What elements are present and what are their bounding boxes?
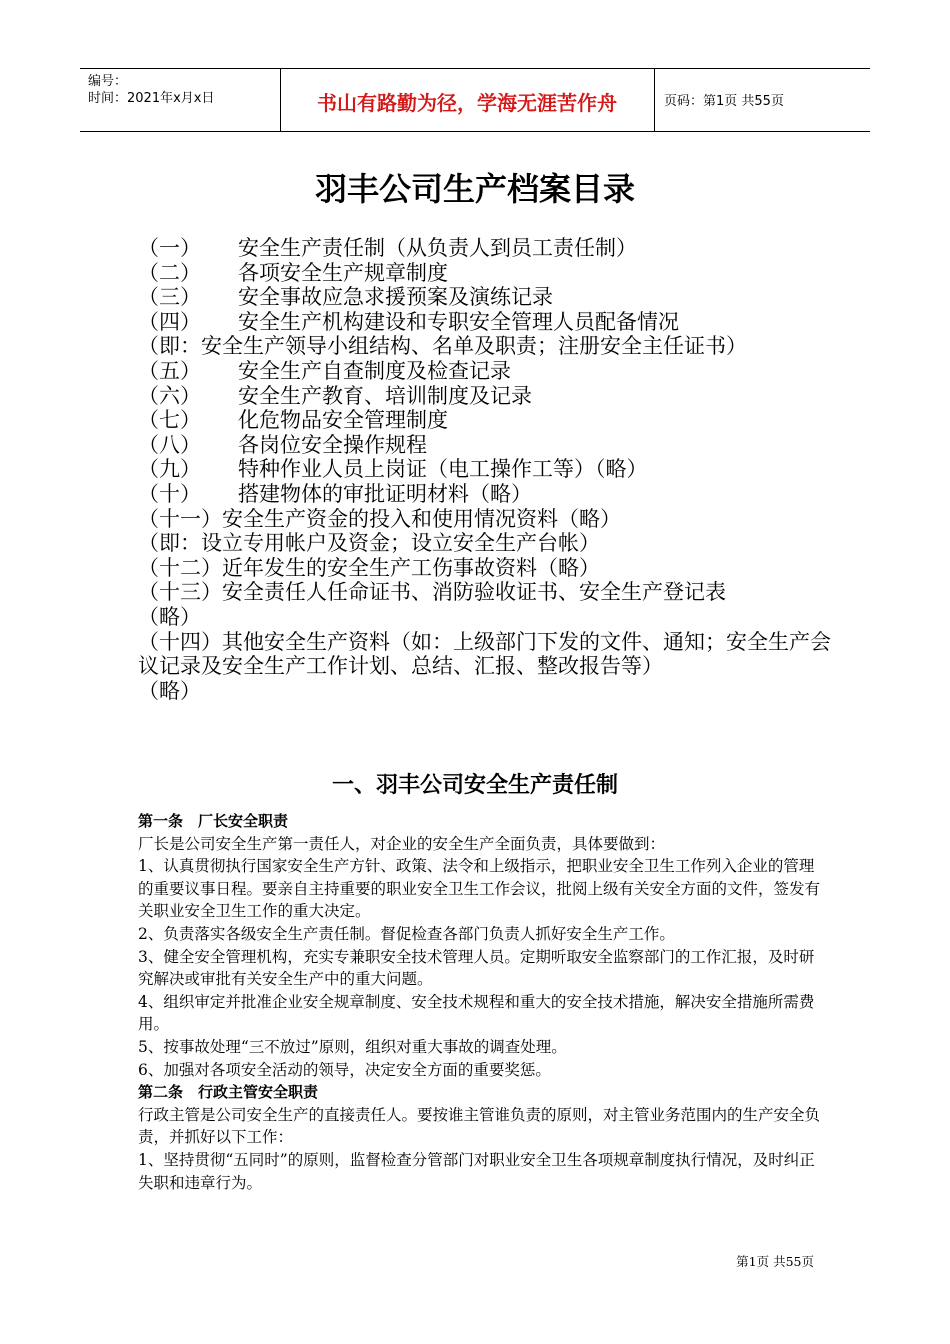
toc-item xyxy=(138,408,838,433)
toc-text: 安全生产教育、培训制度及记录 xyxy=(238,383,532,408)
toc-text: 安全生产责任制（从负责人到员工责任制） xyxy=(238,236,637,260)
toc-item xyxy=(138,384,838,409)
toc-number: （七） xyxy=(138,408,201,433)
toc-text: 搭建物体的审批证明材料（略） xyxy=(238,481,532,506)
article-heading: 第二条 行政主管安全职责 xyxy=(138,1083,319,1102)
page-header xyxy=(80,68,870,132)
toc-number: （四） xyxy=(138,309,201,334)
toc-number: （六） xyxy=(138,383,201,408)
paragraph: 4、组织审定并批准企业安全规章制度、安全技术规程和重大的安全技术措施，解决安全措施所需费用。 xyxy=(138,992,815,1034)
paragraph: 2、负责落实各级安全生产责任制。督促检查各部门负责人抓好安全生产工作。 xyxy=(138,924,675,943)
paragraph: 1、坚持贯彻“五同时”的原则，监督检查分管部门对职业安全卫生各项规章制度执行情况，及时纠正失职和违章行为。 xyxy=(138,1150,815,1192)
toc-text: （略） xyxy=(138,678,201,703)
toc-item xyxy=(138,605,838,630)
toc-text: 各岗位安全操作规程 xyxy=(238,432,427,457)
toc-text: （即：安全生产领导小组结构、名单及职责；注册安全主任证书） xyxy=(138,334,747,359)
toc-item xyxy=(138,359,838,384)
toc-text: （十四）其他安全生产资料（如：上级部门下发的文件、通知；安全生产会议记录及安全生产工作计划、总结、汇报、整改报告等） xyxy=(138,629,831,679)
toc-item xyxy=(138,679,838,704)
header-page-info: 页码：第1页 共55页 xyxy=(664,94,784,109)
paragraph: 3、健全安全管理机构，充实专兼职安全技术管理人员。定期听取安全监察部门的工作汇报，及时研究解决或审批有关安全生产中的重大问题。 xyxy=(138,947,815,989)
toc-text: （十二）近年发生的安全生产工伤事故资料（略） xyxy=(138,555,600,580)
toc-item xyxy=(138,580,838,605)
toc-text: 特种作业人员上岗证（电工操作工等）（略） xyxy=(238,457,648,482)
toc-number: （五） xyxy=(138,358,201,383)
toc-text: 安全生产机构建设和专职安全管理人员配备情况 xyxy=(238,309,679,334)
page-footer: 第1页 共55页 xyxy=(736,1254,814,1269)
toc-item xyxy=(138,433,838,458)
toc-number: （九） xyxy=(138,457,201,482)
section-title: 一、羽丰公司安全生产责任制 xyxy=(331,773,618,798)
paragraph: 行政主管是公司安全生产的直接责任人。要按谁主管谁负责的原则，对主管业务范围内的生产安全负责，并抓好以下工作： xyxy=(138,1105,821,1147)
toc-item xyxy=(138,630,838,679)
toc-item xyxy=(138,457,838,482)
header-divider xyxy=(654,69,655,131)
toc-item xyxy=(138,482,838,507)
paragraph: 1、认真贯彻执行国家安全生产方针、政策、法令和上级指示，把职业安全卫生工作列入企业的管理的重要议事日程。要亲自主持重要的职业安全卫生工作会议，批阅上级有关安全方面的文件，签发有关职业安全卫生工作的重大决定。 xyxy=(138,857,821,921)
time-label: 时间：2021年x月x日 xyxy=(88,91,215,106)
article-heading: 第一条 厂长安全职责 xyxy=(138,812,289,830)
toc-number: （十） xyxy=(138,481,201,506)
toc-text: （十一）安全生产资金的投入和使用情况资料（略） xyxy=(138,506,621,531)
toc-text: 各项安全生产规章制度 xyxy=(238,260,448,285)
paragraph: 6、加强对各项安全活动的领导，决定安全方面的重要奖惩。 xyxy=(138,1060,551,1079)
toc-text: 安全事故应急求援预案及演练记录 xyxy=(238,285,553,310)
toc-number: （八） xyxy=(138,432,201,457)
section-body xyxy=(138,810,828,1194)
toc-item xyxy=(138,507,838,532)
toc-text: （略） xyxy=(138,604,201,629)
toc-text: （十三）安全责任人任命证书、消防验收证书、安全生产登记表 xyxy=(138,580,726,605)
number-label: 编号： xyxy=(88,74,128,89)
toc-number: （一） xyxy=(138,236,201,260)
toc-item xyxy=(138,334,838,359)
table-of-contents xyxy=(138,236,838,703)
toc-number: （三） xyxy=(138,285,201,310)
toc-text: 安全生产自查制度及检查记录 xyxy=(238,358,511,383)
document-title: 羽丰公司生产档案目录 xyxy=(314,170,635,208)
header-motto: 书山有路勤为径，学海无涯苦作舟 xyxy=(317,91,617,115)
toc-item xyxy=(138,236,838,261)
paragraph: 5、按事故处理“三不放过”原则，组织对重大事故的调查处理。 xyxy=(138,1037,567,1056)
toc-item xyxy=(138,285,838,310)
toc-item xyxy=(138,310,838,335)
header-meta xyxy=(88,73,214,107)
paragraph: 厂长是公司安全生产第一责任人，对企业的安全生产全面负责，具体要做到： xyxy=(138,834,666,853)
toc-item xyxy=(138,531,838,556)
toc-item xyxy=(138,556,838,581)
toc-number: （二） xyxy=(138,260,201,285)
toc-text: （即：设立专用帐户及资金；设立安全生产台帐） xyxy=(138,531,600,556)
toc-item xyxy=(138,261,838,286)
toc-text: 化危物品安全管理制度 xyxy=(238,408,448,433)
